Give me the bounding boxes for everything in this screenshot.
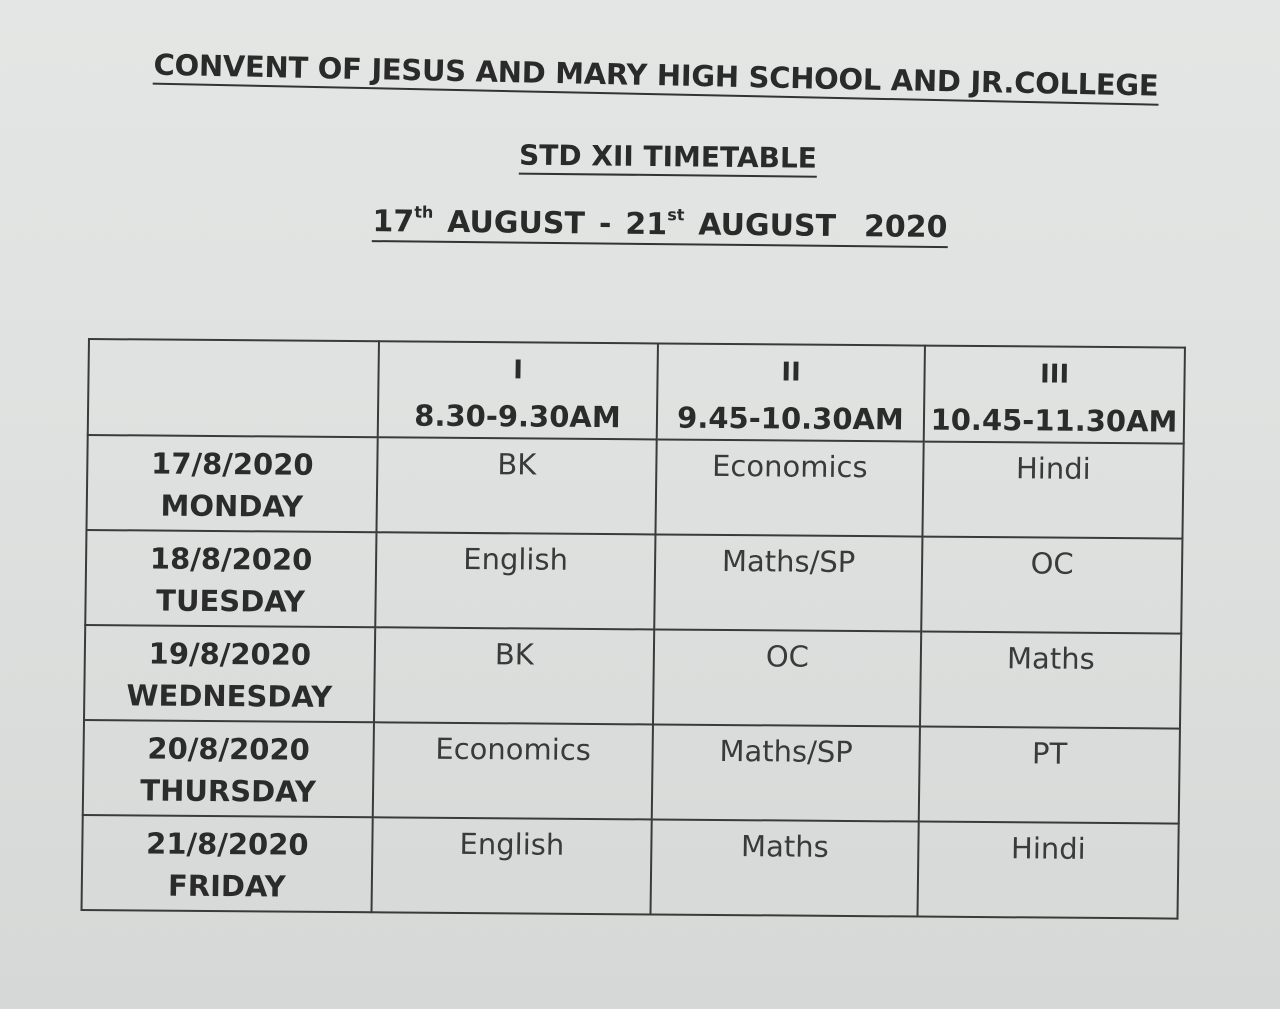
- year: 2020: [863, 209, 948, 246]
- subject-cell: [654, 534, 922, 631]
- day-date: 21/8/2020: [145, 826, 309, 862]
- subject: English: [463, 541, 569, 577]
- subject-cell: [650, 819, 918, 916]
- day-cell: [86, 435, 377, 532]
- subject-cell: [917, 822, 1178, 919]
- subject-cell: [922, 442, 1183, 539]
- subject: Maths/SP: [719, 733, 854, 770]
- table-row: [85, 530, 1182, 634]
- subject-cell: [920, 632, 1181, 729]
- subject: OC: [765, 639, 810, 674]
- table-header-row: [88, 339, 1185, 444]
- subject: OC: [1030, 546, 1074, 581]
- timetable-container: [80, 338, 1185, 920]
- subject-cell: [655, 439, 923, 536]
- table-row: [82, 815, 1179, 919]
- end-suffix: st: [667, 205, 685, 225]
- subject-cell: [375, 532, 655, 629]
- day-cell: [82, 815, 373, 912]
- start-month: AUGUST: [447, 204, 586, 242]
- day-name: MONDAY: [160, 488, 304, 524]
- subject-cell: [372, 817, 652, 914]
- end-month: AUGUST: [698, 207, 837, 244]
- subject-cell: [919, 727, 1180, 824]
- subject-cell: [652, 724, 920, 821]
- day-name: WEDNESDAY: [126, 678, 333, 714]
- timetable-title-heading: [0, 133, 1280, 180]
- period-time: 10.45-11.30AM: [930, 402, 1178, 439]
- period-time: 8.30-9.30AM: [414, 398, 621, 435]
- timetable-title: STD XII TIMETABLE: [519, 139, 817, 178]
- day-cell: [84, 625, 375, 722]
- subject-cell: [921, 537, 1182, 634]
- day-name: TUESDAY: [155, 583, 306, 619]
- subject: Maths: [740, 829, 829, 864]
- subject: BK: [497, 447, 537, 482]
- subject-cell: [376, 437, 656, 534]
- subject-cell: [373, 722, 653, 819]
- subject: BK: [494, 637, 535, 672]
- period-number: I: [513, 355, 524, 386]
- day-date: 18/8/2020: [149, 541, 313, 577]
- day-name: THURSDAY: [140, 773, 317, 809]
- table-row: [86, 435, 1183, 539]
- date-separator: -: [598, 206, 612, 242]
- day-name: FRIDAY: [167, 868, 286, 904]
- subject-cell: [653, 629, 921, 726]
- day-date: 20/8/2020: [147, 731, 311, 767]
- period-header-cell: [378, 341, 658, 439]
- start-suffix: th: [414, 202, 434, 222]
- period-number: II: [781, 357, 801, 388]
- date-range-heading: [0, 198, 1280, 249]
- day-date: 19/8/2020: [148, 636, 312, 672]
- period-header-cell: [657, 343, 925, 441]
- period-time: 9.45-10.30AM: [676, 400, 905, 437]
- end-day: 21: [625, 206, 668, 243]
- date-range: [372, 204, 947, 248]
- school-name-heading: [0, 44, 1280, 105]
- subject: Economics: [435, 731, 592, 767]
- day-date: 17/8/2020: [150, 446, 314, 482]
- subject: Maths: [1006, 641, 1095, 676]
- subject: Hindi: [1015, 451, 1091, 486]
- subject: Maths/SP: [721, 543, 856, 580]
- table-row: [84, 625, 1181, 729]
- period-number: III: [1039, 359, 1070, 390]
- timetable-table: [80, 338, 1185, 920]
- subject: Economics: [711, 448, 868, 485]
- day-cell: [85, 530, 376, 627]
- table-row: [83, 720, 1180, 824]
- start-day: 17: [372, 204, 415, 240]
- header-corner-cell: [88, 339, 379, 437]
- subject: English: [459, 826, 565, 862]
- subject: PT: [1031, 736, 1068, 771]
- day-cell: [83, 720, 374, 817]
- subject-cell: [374, 627, 654, 724]
- school-name: CONVENT OF JESUS AND MARY HIGH SCHOOL AND JR.COLLEGE: [153, 48, 1159, 106]
- period-header-cell: [924, 346, 1185, 444]
- subject: Hindi: [1010, 831, 1086, 866]
